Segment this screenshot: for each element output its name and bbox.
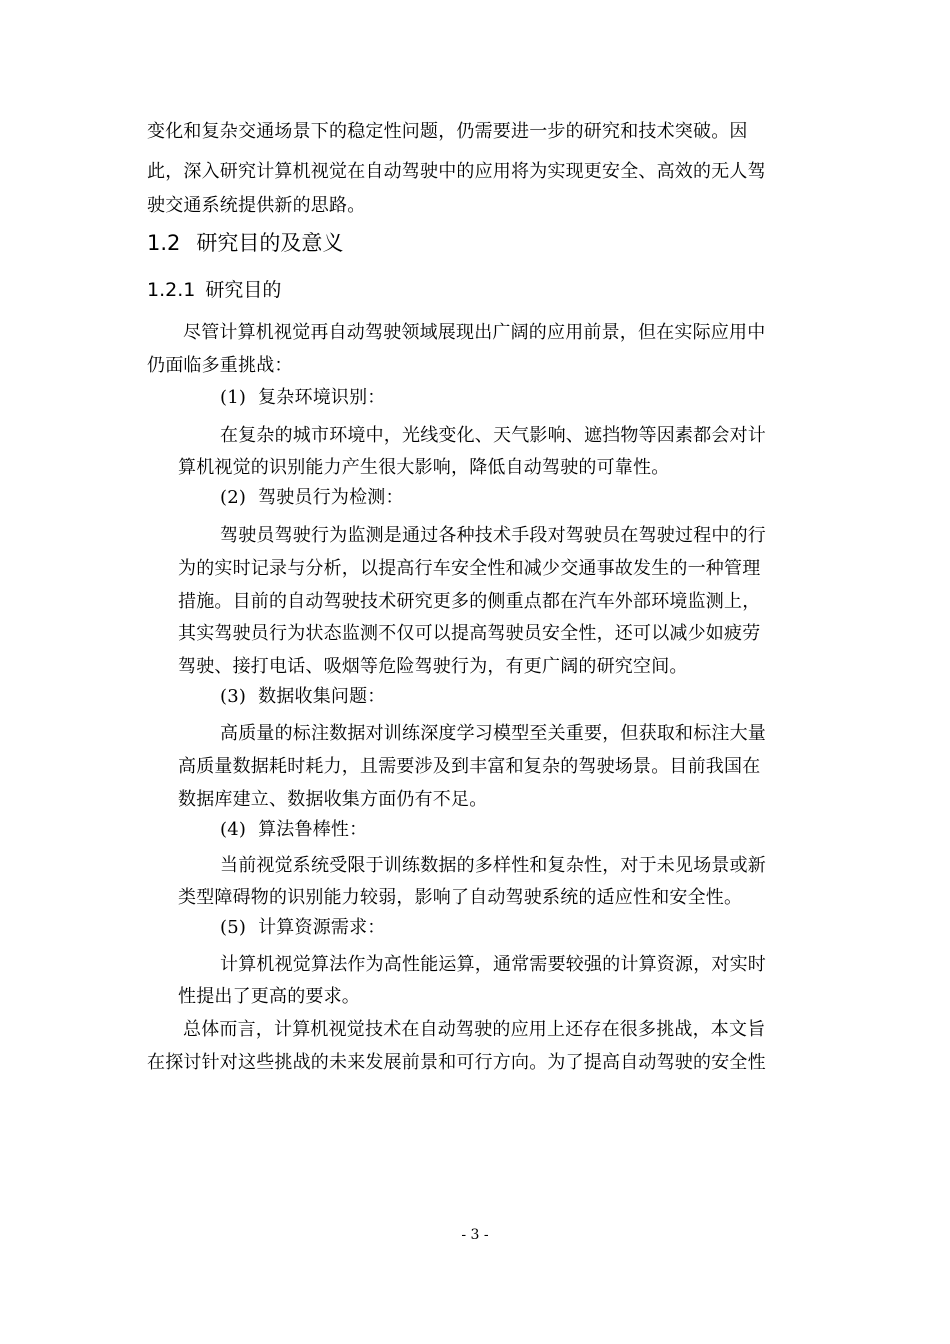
list-item-heading <box>220 386 386 410</box>
list-item-heading <box>220 916 386 940</box>
section-heading <box>147 229 343 257</box>
paragraph-line: 在复杂的城市环境中，光线变化、天气影响、遮挡物等因素都会对计 <box>220 425 766 446</box>
paragraph-line: 在探讨针对这些挑战的未来发展前景和可行方向。为了提高自动驾驶的安全性 <box>147 1052 766 1073</box>
paragraph-line: 其实驾驶员行为状态监测不仅可以提高驾驶员安全性，还可以减少如疲劳 <box>178 623 761 644</box>
list-marker: (2) <box>220 487 247 508</box>
section-title: 研究目的及意义 <box>196 231 344 255</box>
paragraph-line: 驾驶员驾驶行为监测是通过各种技术手段对驾驶员在驾驶过程中的行 <box>220 525 766 546</box>
list-item-heading <box>220 486 404 510</box>
list-item-heading <box>220 818 367 842</box>
paragraph-line: 此，深入研究计算机视觉在自动驾驶中的应用将为实现更安全、高效的无人驾 <box>147 161 766 182</box>
paragraph-line: 变化和复杂交通场景下的稳定性问题，仍需要进一步的研究和技术突破。因 <box>147 121 748 142</box>
paragraph-line: 当前视觉系统受限于训练数据的多样性和复杂性，对于未见场景或新 <box>220 855 766 876</box>
page-number: - 3 - <box>461 1227 489 1243</box>
paragraph-line: 高质量的标注数据对训练深度学习模型至关重要，但获取和标注大量 <box>220 723 766 744</box>
paragraph-line: 性提出了更高的要求。 <box>178 986 360 1007</box>
paragraph-line: 措施。目前的自动驾驶技术研究更多的侧重点都在汽车外部环境监测上， <box>178 591 761 612</box>
paragraph-line: 数据库建立、数据收集方面仍有不足。 <box>178 789 488 810</box>
paragraph-line: 高质量数据耗时耗力，且需要涉及到丰富和复杂的驾驶场景。目前我国在 <box>178 756 761 777</box>
list-heading-text: 复杂环境识别： <box>258 387 386 408</box>
paragraph-line: 算机视觉的识别能力产生很大影响，降低自动驾驶的可靠性。 <box>178 457 670 478</box>
list-marker: (4) <box>220 819 247 840</box>
list-heading-text: 驾驶员行为检测： <box>258 487 404 508</box>
list-heading-text: 算法鲁棒性： <box>258 819 368 840</box>
paragraph-line: 尽管计算机视觉再自动驾驶领域展现出广阔的应用前景，但在实际应用中 <box>183 322 766 343</box>
subsection-heading <box>147 277 281 303</box>
paragraph-line: 驾驶、接打电话、吸烟等危险驾驶行为，有更广阔的研究空间。 <box>178 656 688 677</box>
list-marker: (5) <box>220 917 247 938</box>
paragraph-line: 计算机视觉算法作为高性能运算，通常需要较强的计算资源，对实时 <box>220 954 766 975</box>
list-marker: (1) <box>220 387 247 408</box>
list-heading-text: 数据收集问题： <box>258 686 386 707</box>
list-item-heading <box>220 685 386 709</box>
list-marker: (3) <box>220 686 247 707</box>
paragraph-line: 总体而言，计算机视觉技术在自动驾驶的应用上还存在很多挑战，本文旨 <box>183 1019 766 1040</box>
paragraph-line: 仍面临多重挑战： <box>147 355 293 376</box>
subsection-title: 研究目的 <box>205 279 282 301</box>
paragraph-line: 为的实时记录与分析，以提高行车安全性和减少交通事故发生的一种管理 <box>178 558 761 579</box>
paragraph-line: 类型障碍物的识别能力较弱，影响了自动驾驶系统的适应性和安全性。 <box>178 887 743 908</box>
list-heading-text: 计算资源需求： <box>258 917 386 938</box>
paragraph-line: 驶交通系统提供新的思路。 <box>147 195 366 216</box>
subsection-number: 1.2.1 <box>147 279 196 301</box>
section-number: 1.2 <box>147 231 181 255</box>
